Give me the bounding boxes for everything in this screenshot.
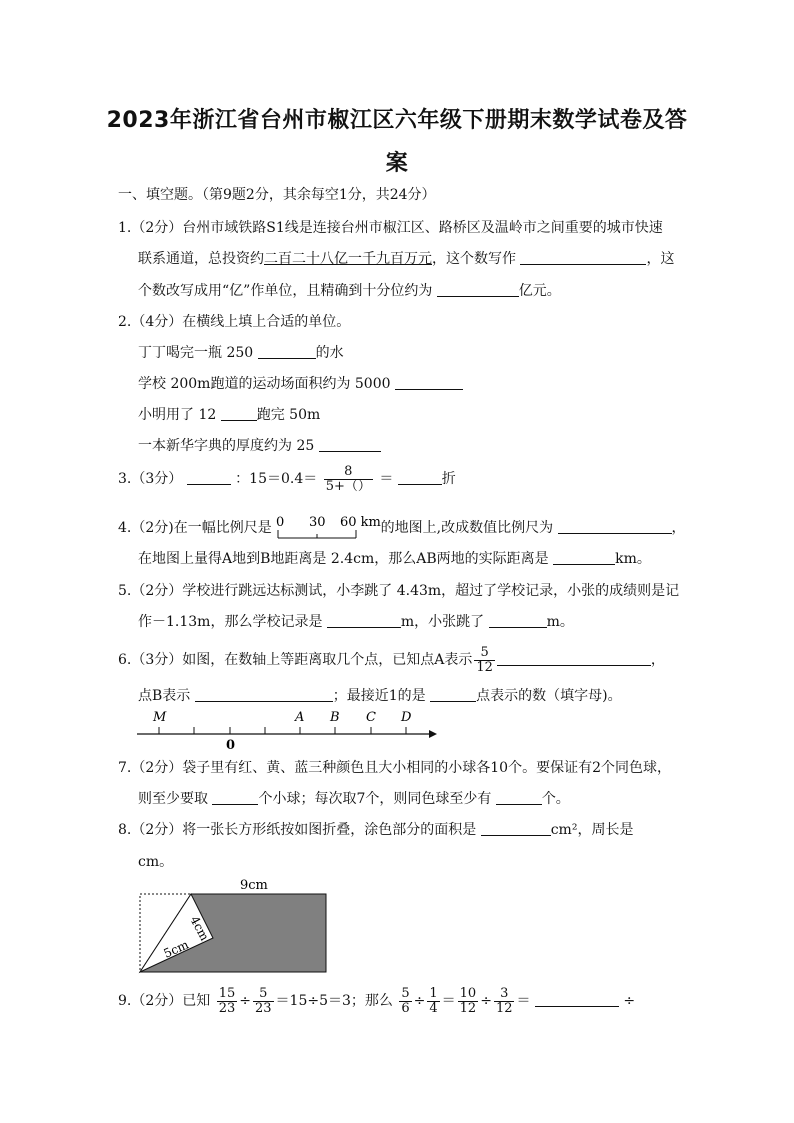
q4-line-scale — [276, 515, 382, 538]
q9-divide-sign: ÷ — [239, 993, 251, 1009]
q9-denominator: 4 — [429, 1000, 438, 1016]
axis-label-zero: 0 — [226, 738, 236, 753]
q9-denominator: 23 — [255, 1000, 272, 1016]
q1-blank-2[interactable] — [437, 282, 519, 297]
q3-denominator: 5+（） — [325, 478, 371, 494]
q2-blank-2[interactable] — [395, 375, 463, 390]
q6-fraction — [474, 646, 495, 675]
axis-label-a: A — [295, 710, 305, 725]
folded-rectangle-figure — [136, 873, 336, 973]
q2-text: 跑完 50m — [256, 407, 321, 423]
q8-line-1 — [118, 820, 633, 840]
fig-label-top: 9cm — [240, 878, 268, 893]
q6-blank-1[interactable] — [497, 651, 651, 666]
q4-blank-2[interactable] — [553, 550, 615, 565]
q9-divide-sign: ÷ — [413, 993, 426, 1009]
q6-line-1 — [118, 642, 665, 678]
q4-line-2 — [138, 549, 651, 569]
q6-line-2 — [138, 686, 622, 706]
q9-fraction-3 — [399, 987, 411, 1016]
q9-fraction-5 — [458, 987, 479, 1016]
q9-fraction-6 — [494, 987, 515, 1016]
q9-denominator: 12 — [459, 1000, 477, 1016]
page-title-line-2: 案 — [385, 151, 409, 176]
q8-blank-1[interactable] — [481, 821, 551, 836]
q6-text: 6.（3分）如图，在数轴上等距离取几个点，已知点A表示 — [118, 652, 473, 668]
q7-text: 个小球；每次取7个，则同色球至少有 — [258, 791, 492, 807]
axis-label-b: B — [330, 710, 340, 725]
q1-text: ，这 — [646, 251, 675, 267]
q9-denominator: 6 — [401, 1000, 410, 1016]
q2-blank-1[interactable] — [258, 344, 316, 359]
section-heading: 一、填空题。（第9题2分，其余每空1分，共24分） — [118, 187, 436, 203]
q5-text: m。 — [546, 614, 574, 630]
q5-blank-1[interactable] — [327, 613, 401, 628]
q2-line-3 — [138, 374, 463, 394]
q2-text: 小明用了 12 — [138, 407, 217, 423]
q5-line-2 — [138, 612, 574, 632]
q8-text: 8.（2分）将一张长方形纸按如图折叠，涂色部分的面积是 — [118, 822, 477, 838]
q9-numerator: 10 — [459, 985, 477, 1001]
q4-blank-1[interactable] — [558, 519, 672, 534]
q1-text: ，这个数写作 — [432, 251, 516, 267]
q5-line-1: 5.（2分）学校进行跳远达标测试，小李跳了 4.43m，超过了学校记录，小张的成绩则是记 — [118, 583, 680, 599]
q3-blank-1[interactable] — [187, 470, 231, 485]
fig-label-side: 4cm — [187, 913, 212, 944]
q3-text: 3.（3分） — [118, 471, 183, 487]
q9-text: 9.（2分）已知 — [118, 993, 211, 1009]
q3-text: ：15＝0.4＝ — [235, 471, 318, 487]
q1-text: 个数改写成用“亿”作单位，且精确到十分位约为 — [138, 283, 433, 299]
scale-label-0: 0 — [276, 515, 285, 530]
q3-blank-2[interactable] — [398, 470, 442, 485]
q3-line — [118, 462, 456, 496]
q4-text: ， — [671, 520, 686, 536]
q9-numerator: 15 — [218, 985, 236, 1001]
q9-numerator: 3 — [494, 987, 515, 1002]
q9-divide-sign: ÷ — [480, 993, 492, 1009]
q9-fraction-4 — [427, 987, 439, 1016]
q6-denominator: 12 — [476, 659, 493, 675]
q2-blank-4[interactable] — [319, 437, 381, 452]
q8-text: cm²，周长是 — [550, 822, 634, 838]
q9-equals-sign: ＝ — [516, 993, 531, 1009]
scale-label-60: 60 km — [340, 515, 382, 530]
q8-line-2: cm。 — [138, 854, 174, 870]
fig-label-diag: 5cm — [161, 937, 191, 961]
q5-blank-2[interactable] — [489, 613, 547, 628]
q6-blank-2[interactable] — [195, 687, 333, 702]
axis-label-d: D — [401, 710, 412, 725]
q6-text: ， — [650, 652, 665, 668]
q1-underlined-number: 二百二十八亿一千九百万元 — [264, 251, 432, 267]
q4-line-1 — [118, 510, 686, 546]
number-line-figure — [135, 708, 455, 753]
q7-text: 个。 — [541, 791, 570, 807]
page-title-line-1: 2023年浙江省台州市椒江区六年级下册期末数学试卷及答 — [106, 108, 688, 133]
q6-numerator: 5 — [474, 646, 495, 661]
q3-text: 折 — [441, 471, 456, 487]
axis-label-c: C — [366, 710, 376, 725]
q9-numerator: 1 — [429, 985, 438, 1001]
q9-blank-1[interactable] — [535, 992, 619, 1007]
q4-text: 在地图上量得A地到B地距离是 2.4cm，那么AB两地的实际距离是 — [138, 551, 549, 567]
q9-text: ＝15÷5＝3；那么 — [275, 993, 393, 1009]
q2-text: 一本新华字典的厚度约为 25 — [138, 438, 315, 454]
q1-blank-1[interactable] — [520, 250, 646, 265]
q6-blank-3[interactable] — [430, 687, 476, 702]
q7-blank-2[interactable] — [496, 790, 542, 805]
q7-text: 则至少要取 — [138, 791, 208, 807]
q2-line-4 — [138, 405, 320, 425]
q9-line — [118, 983, 635, 1019]
q9-denominator: 12 — [495, 1000, 513, 1016]
q9-text: ÷ — [623, 993, 636, 1009]
q3-fraction — [324, 465, 373, 494]
q4-text: 的地图上,改成数值比例尺为 — [380, 520, 554, 536]
q9-numerator: 5 — [401, 985, 410, 1001]
q5-text: 作－1.13m，那么学校记录是 — [138, 614, 323, 630]
q9-equals-sign: ＝ — [441, 993, 456, 1009]
q7-line-1: 7.（2分）袋子里有红、黄、蓝三种颜色且大小相同的小球各10个。要保证有2个同色球， — [118, 760, 671, 776]
axis-label-m: M — [153, 710, 167, 725]
q9-denominator: 23 — [218, 1000, 236, 1016]
q2-blank-3[interactable] — [221, 406, 257, 421]
q2-text: 的水 — [315, 345, 344, 361]
q1-text: 联系通道，总投资约 — [138, 251, 264, 267]
q2-text: 学校 200m跑道的运动场面积约为 5000 — [138, 376, 391, 392]
q9-numerator: 5 — [253, 987, 274, 1002]
q1-line-2 — [138, 249, 674, 269]
q2-line-2 — [138, 343, 344, 363]
q2-text: 丁丁喝完一瓶 250 — [138, 345, 254, 361]
q1-text: 亿元。 — [518, 283, 561, 299]
q2-line-5 — [138, 436, 381, 456]
q9-fraction-1 — [217, 987, 238, 1016]
q2-line-1: 2.（4分）在横线上填上合适的单位。 — [118, 314, 351, 330]
q5-text: m，小张跳了 — [400, 614, 485, 630]
q9-fraction-2 — [253, 987, 274, 1016]
q4-text: km。 — [615, 551, 651, 567]
q7-blank-1[interactable] — [212, 790, 258, 805]
q1-line-3 — [138, 281, 561, 301]
q1-line-1: 1.（2分）台州市域铁路S1线是连接台州市椒江区、路桥区及温岭市之间重要的城市快速 — [118, 220, 663, 236]
q3-text: ＝ — [379, 471, 394, 487]
q6-text: 点B表示 — [138, 688, 191, 704]
q7-line-2 — [138, 789, 570, 809]
q6-text: ；最接近1的是 — [332, 688, 426, 704]
q4-scale-svg — [276, 508, 382, 544]
q3-numerator: 8 — [324, 465, 373, 480]
q6-text: 点表示的数（填字母)。 — [476, 688, 622, 704]
scale-label-30: 30 — [309, 515, 326, 530]
q4-text: 4.（2分)在一幅比例尺是 — [118, 520, 272, 536]
